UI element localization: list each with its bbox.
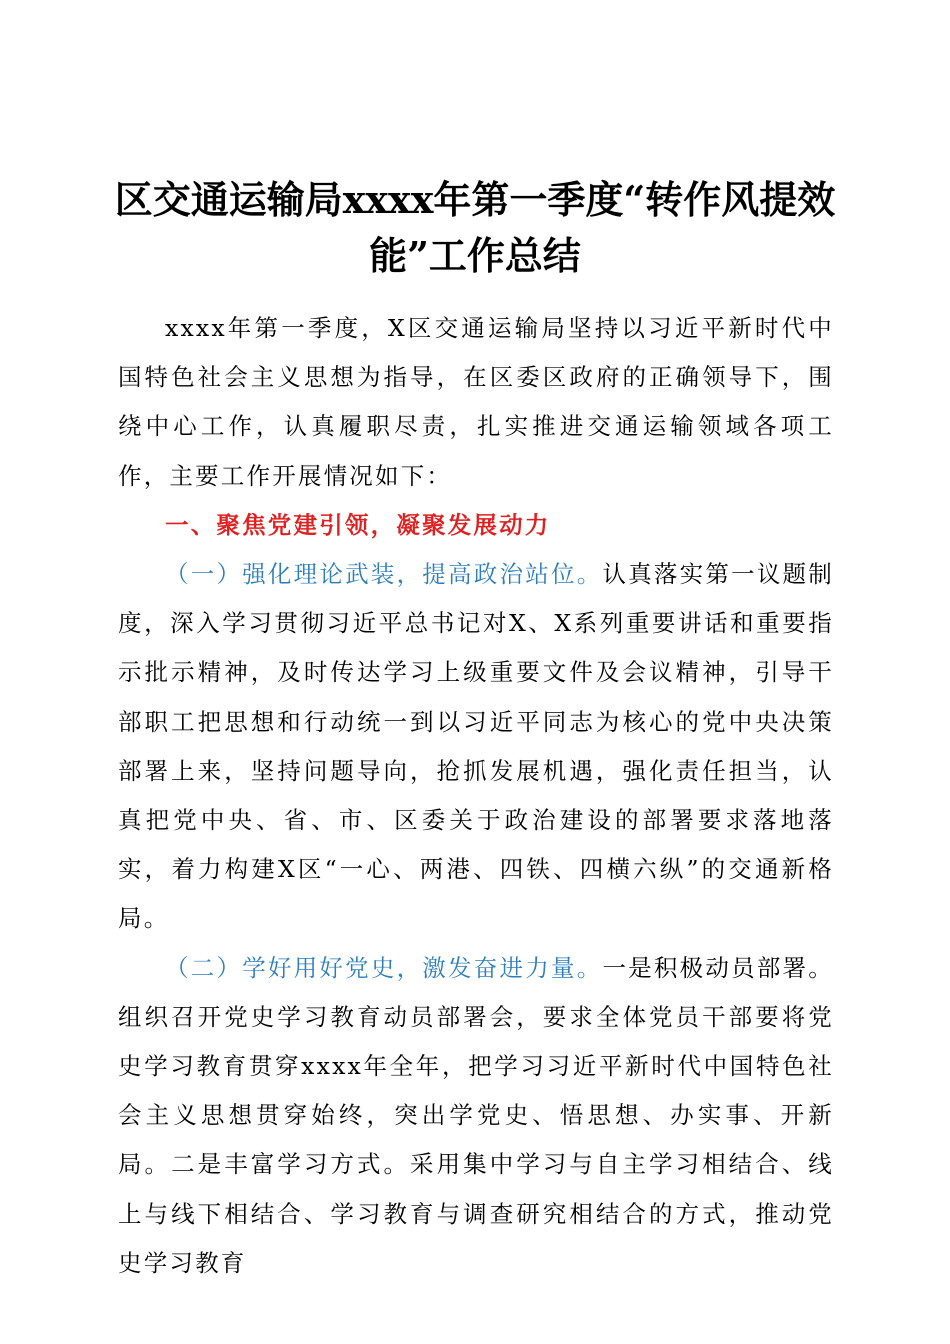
document-title: 区交通运输局xxxx年第一季度“转作风提效能”工作总结 — [114, 177, 836, 278]
section-heading-1: 一、聚焦党建引领，凝聚发展动力 — [165, 510, 551, 539]
subsection-body-2: 一是积极动员部署。组织召开党史学习教育动员部署会，要求全体党员干部要将党史学习教育贯穿xxxx年全年，把学习习近平新时代中国特色社会主义思想贯穿始终，突出学党史、悟思想、办实事、开新局。二是丰富学习方式。采用集中学习与自主学习相结合、线上与线下相结合、学习教育与调查研究相结合的方式，推动党史学习教育 — [118, 953, 834, 1277]
intro-paragraph: xxxx年第一季度，X区交通运输局坚持以习近平新时代中国特色社会主义思想为指导，在区委区政府的正确领导下，围绕中心工作，认真履职尽责，扎实推进交通运输领域各项工作，主要工作开展情况如下： — [118, 314, 834, 490]
subsection-heading-1: （一）强化理论武装，提高政治站位。 — [165, 560, 603, 589]
subsection-body-1: 认真落实第一议题制度，深入学习贯彻习近平总书记对X、X系列重要讲话和重要指示批示精神，及时传达学习上级重要文件及会议精神，引导干部职工把思想和行动统一到以习近平同志为核心的党中央决策部署上来，坚持问题导向，抢抓发展机遇，强化责任担当，认真把党中央、省、市、区委关于政治建设的部署要求落地落实，着力构建X区“一心、两港、四铁、四横六纵”的交通新格局。 — [118, 560, 834, 933]
subsection-paragraph-1 — [118, 550, 834, 944]
subsection-paragraph-2 — [118, 944, 834, 1288]
subsection-heading-2: （二）学好用好党史，激发奋进力量。 — [165, 953, 603, 982]
document-body — [118, 304, 834, 1288]
